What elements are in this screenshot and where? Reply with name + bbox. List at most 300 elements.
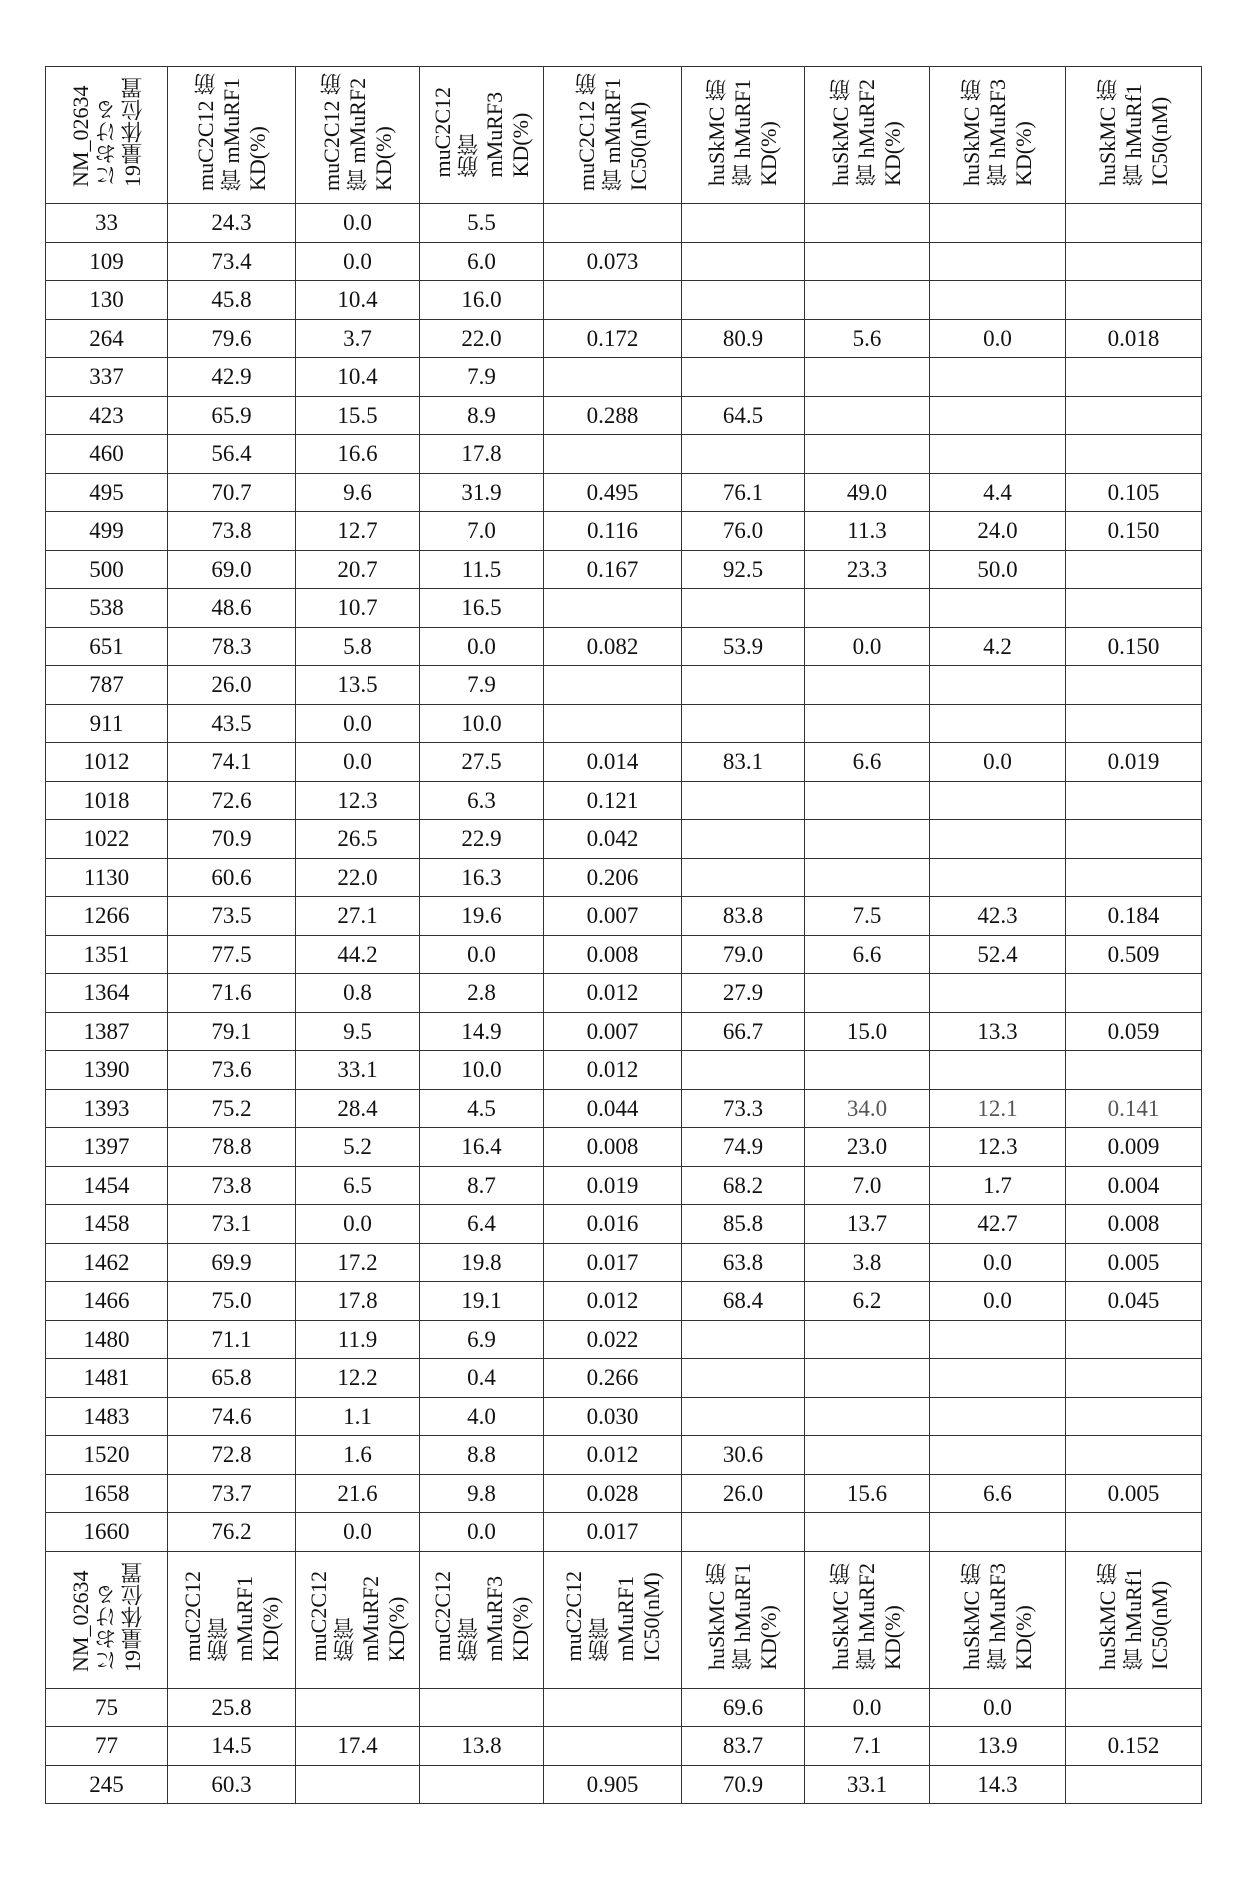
value-cell: 7.1 bbox=[805, 1727, 930, 1766]
value-cell: 0.905 bbox=[544, 1765, 682, 1804]
value-cell: 0.012 bbox=[544, 1051, 682, 1090]
value-cell: 0.152 bbox=[1066, 1727, 1202, 1766]
value-cell: 27.5 bbox=[420, 743, 544, 782]
value-cell: 0.059 bbox=[1066, 1012, 1202, 1051]
value-cell: 13.9 bbox=[930, 1727, 1066, 1766]
value-cell: 0.509 bbox=[1066, 935, 1202, 974]
value-cell: 24.3 bbox=[168, 204, 296, 243]
position-cell: 1466 bbox=[46, 1282, 168, 1321]
value-cell bbox=[1066, 358, 1202, 397]
value-cell: 73.3 bbox=[682, 1089, 805, 1128]
position-cell: 33 bbox=[46, 204, 168, 243]
value-cell: 42.7 bbox=[930, 1205, 1066, 1244]
value-cell: 76.1 bbox=[682, 473, 805, 512]
value-cell: 73.4 bbox=[168, 242, 296, 281]
value-cell bbox=[1066, 974, 1202, 1013]
value-cell bbox=[930, 1051, 1066, 1090]
column-header-label: muC2C12 筋管 mMuRF2 KD(%) bbox=[306, 1571, 410, 1661]
header-row bbox=[46, 67, 1202, 204]
value-cell: 73.1 bbox=[168, 1205, 296, 1244]
value-cell: 6.2 bbox=[805, 1282, 930, 1321]
value-cell: 52.4 bbox=[930, 935, 1066, 974]
value-cell bbox=[544, 358, 682, 397]
position-cell: 1351 bbox=[46, 935, 168, 974]
value-cell bbox=[420, 1765, 544, 1804]
column-header bbox=[296, 1551, 420, 1688]
value-cell: 15.0 bbox=[805, 1012, 930, 1051]
value-cell: 0.0 bbox=[930, 1243, 1066, 1282]
value-cell: 60.3 bbox=[168, 1765, 296, 1804]
value-cell: 20.7 bbox=[296, 550, 420, 589]
column-header-label: muC2C12 筋管 mMuRF1 KD(%) bbox=[180, 1571, 284, 1661]
value-cell: 0.004 bbox=[1066, 1166, 1202, 1205]
value-cell: 5.2 bbox=[296, 1128, 420, 1167]
value-cell: 6.5 bbox=[296, 1166, 420, 1205]
value-cell bbox=[930, 358, 1066, 397]
value-cell: 83.1 bbox=[682, 743, 805, 782]
value-cell: 0.082 bbox=[544, 627, 682, 666]
value-cell: 50.0 bbox=[930, 550, 1066, 589]
position-cell: 499 bbox=[46, 512, 168, 551]
value-cell: 0.0 bbox=[296, 1513, 420, 1552]
column-header bbox=[46, 67, 168, 204]
value-cell: 73.8 bbox=[168, 512, 296, 551]
value-cell: 70.7 bbox=[168, 473, 296, 512]
value-cell: 0.4 bbox=[420, 1359, 544, 1398]
position-cell: 651 bbox=[46, 627, 168, 666]
column-header bbox=[46, 1551, 168, 1688]
table-row bbox=[46, 1089, 1202, 1128]
column-header bbox=[168, 1551, 296, 1688]
value-cell bbox=[682, 242, 805, 281]
table-row bbox=[46, 627, 1202, 666]
position-cell: 1454 bbox=[46, 1166, 168, 1205]
value-cell bbox=[805, 704, 930, 743]
value-cell: 0.0 bbox=[930, 743, 1066, 782]
value-cell: 0.288 bbox=[544, 396, 682, 435]
value-cell: 0.016 bbox=[544, 1205, 682, 1244]
value-cell: 0.8 bbox=[296, 974, 420, 1013]
position-cell: 1658 bbox=[46, 1474, 168, 1513]
value-cell: 16.4 bbox=[420, 1128, 544, 1167]
value-cell bbox=[805, 820, 930, 859]
value-cell: 13.8 bbox=[420, 1727, 544, 1766]
position-cell: 1397 bbox=[46, 1128, 168, 1167]
position-cell: 1012 bbox=[46, 743, 168, 782]
position-cell: 1364 bbox=[46, 974, 168, 1013]
column-header bbox=[296, 67, 420, 204]
column-header-label: muC2C12 筋 管 mMuRF1 IC50(nM) bbox=[574, 73, 652, 191]
value-cell: 0.007 bbox=[544, 1012, 682, 1051]
value-cell: 7.0 bbox=[805, 1166, 930, 1205]
value-cell: 0.045 bbox=[1066, 1282, 1202, 1321]
value-cell: 31.9 bbox=[420, 473, 544, 512]
value-cell: 1.6 bbox=[296, 1436, 420, 1475]
value-cell bbox=[544, 589, 682, 628]
value-cell: 10.4 bbox=[296, 281, 420, 320]
position-cell: 1266 bbox=[46, 897, 168, 936]
value-cell: 44.2 bbox=[296, 935, 420, 974]
table-row bbox=[46, 319, 1202, 358]
value-cell bbox=[682, 858, 805, 897]
value-cell: 8.7 bbox=[420, 1166, 544, 1205]
value-cell: 12.2 bbox=[296, 1359, 420, 1398]
value-cell bbox=[544, 204, 682, 243]
value-cell: 0.042 bbox=[544, 820, 682, 859]
value-cell bbox=[682, 1320, 805, 1359]
value-cell: 0.0 bbox=[930, 1688, 1066, 1727]
table-row bbox=[46, 589, 1202, 628]
value-cell bbox=[420, 1688, 544, 1727]
value-cell: 6.0 bbox=[420, 242, 544, 281]
value-cell bbox=[1066, 781, 1202, 820]
position-cell: 1018 bbox=[46, 781, 168, 820]
value-cell: 73.8 bbox=[168, 1166, 296, 1205]
position-cell: 264 bbox=[46, 319, 168, 358]
column-header bbox=[805, 1551, 930, 1688]
value-cell: 83.8 bbox=[682, 897, 805, 936]
value-cell: 0.0 bbox=[296, 204, 420, 243]
position-cell: 1481 bbox=[46, 1359, 168, 1398]
table-row bbox=[46, 666, 1202, 705]
table-row bbox=[46, 1727, 1202, 1766]
value-cell: 22.0 bbox=[420, 319, 544, 358]
value-cell: 42.3 bbox=[930, 897, 1066, 936]
value-cell bbox=[1066, 1688, 1202, 1727]
position-cell: 911 bbox=[46, 704, 168, 743]
value-cell: 0.150 bbox=[1066, 512, 1202, 551]
value-cell: 26.0 bbox=[168, 666, 296, 705]
table-row bbox=[46, 435, 1202, 474]
table-row bbox=[46, 935, 1202, 974]
position-cell: 1390 bbox=[46, 1051, 168, 1090]
value-cell: 77.5 bbox=[168, 935, 296, 974]
value-cell: 0.0 bbox=[420, 935, 544, 974]
table-row bbox=[46, 1243, 1202, 1282]
value-cell: 6.9 bbox=[420, 1320, 544, 1359]
value-cell: 0.266 bbox=[544, 1359, 682, 1398]
position-cell: 423 bbox=[46, 396, 168, 435]
table-row bbox=[46, 1765, 1202, 1804]
value-cell: 74.9 bbox=[682, 1128, 805, 1167]
table-row bbox=[46, 820, 1202, 859]
value-cell bbox=[682, 1397, 805, 1436]
header-row bbox=[46, 1551, 1202, 1688]
value-cell bbox=[1066, 435, 1202, 474]
value-cell bbox=[1066, 1765, 1202, 1804]
value-cell: 79.6 bbox=[168, 319, 296, 358]
position-cell: 1393 bbox=[46, 1089, 168, 1128]
value-cell: 10.0 bbox=[420, 704, 544, 743]
value-cell bbox=[930, 1359, 1066, 1398]
column-header bbox=[805, 67, 930, 204]
value-cell: 0.0 bbox=[805, 1688, 930, 1727]
value-cell: 26.0 bbox=[682, 1474, 805, 1513]
value-cell bbox=[1066, 820, 1202, 859]
value-cell bbox=[1066, 666, 1202, 705]
value-cell: 56.4 bbox=[168, 435, 296, 474]
value-cell bbox=[544, 666, 682, 705]
value-cell bbox=[930, 396, 1066, 435]
value-cell: 72.8 bbox=[168, 1436, 296, 1475]
value-cell: 80.9 bbox=[682, 319, 805, 358]
value-cell: 0.019 bbox=[1066, 743, 1202, 782]
table-row bbox=[46, 897, 1202, 936]
position-cell: 75 bbox=[46, 1688, 168, 1727]
value-cell bbox=[930, 589, 1066, 628]
value-cell: 7.9 bbox=[420, 666, 544, 705]
value-cell: 8.9 bbox=[420, 396, 544, 435]
table-row bbox=[46, 1128, 1202, 1167]
value-cell: 68.2 bbox=[682, 1166, 805, 1205]
table-row bbox=[46, 704, 1202, 743]
value-cell: 70.9 bbox=[682, 1765, 805, 1804]
position-cell: 1387 bbox=[46, 1012, 168, 1051]
column-header-label: NM_02634 における 19量体位置 bbox=[68, 1562, 146, 1672]
value-cell: 19.6 bbox=[420, 897, 544, 936]
data-table bbox=[45, 66, 1202, 1804]
position-cell: 500 bbox=[46, 550, 168, 589]
value-cell bbox=[1066, 1051, 1202, 1090]
value-cell: 43.5 bbox=[168, 704, 296, 743]
value-cell bbox=[544, 1727, 682, 1766]
value-cell: 11.9 bbox=[296, 1320, 420, 1359]
value-cell: 27.9 bbox=[682, 974, 805, 1013]
value-cell: 30.6 bbox=[682, 1436, 805, 1475]
value-cell: 72.6 bbox=[168, 781, 296, 820]
table-row bbox=[46, 1166, 1202, 1205]
value-cell: 42.9 bbox=[168, 358, 296, 397]
value-cell bbox=[805, 435, 930, 474]
position-cell: 1483 bbox=[46, 1397, 168, 1436]
table-row bbox=[46, 512, 1202, 551]
value-cell: 0.012 bbox=[544, 1436, 682, 1475]
value-cell bbox=[1066, 281, 1202, 320]
value-cell bbox=[682, 1051, 805, 1090]
value-cell: 21.6 bbox=[296, 1474, 420, 1513]
value-cell bbox=[930, 1436, 1066, 1475]
value-cell bbox=[1066, 704, 1202, 743]
value-cell bbox=[1066, 204, 1202, 243]
value-cell: 25.8 bbox=[168, 1688, 296, 1727]
value-cell: 4.2 bbox=[930, 627, 1066, 666]
column-header bbox=[420, 1551, 544, 1688]
column-header-label: huSkMC 筋 管 hMuRf1 IC50(nM) bbox=[1095, 79, 1173, 186]
value-cell: 23.3 bbox=[805, 550, 930, 589]
value-cell bbox=[930, 858, 1066, 897]
value-cell bbox=[930, 1513, 1066, 1552]
value-cell bbox=[544, 435, 682, 474]
column-header-label: huSkMC 筋 管 hMuRF1 KD(%) bbox=[704, 79, 782, 186]
value-cell: 10.0 bbox=[420, 1051, 544, 1090]
value-cell bbox=[682, 281, 805, 320]
position-cell: 1462 bbox=[46, 1243, 168, 1282]
value-cell: 1.7 bbox=[930, 1166, 1066, 1205]
value-cell: 22.9 bbox=[420, 820, 544, 859]
value-cell bbox=[805, 1397, 930, 1436]
value-cell: 74.1 bbox=[168, 743, 296, 782]
value-cell: 64.5 bbox=[682, 396, 805, 435]
value-cell bbox=[805, 1436, 930, 1475]
value-cell: 73.7 bbox=[168, 1474, 296, 1513]
value-cell bbox=[930, 781, 1066, 820]
value-cell: 5.6 bbox=[805, 319, 930, 358]
column-header bbox=[1066, 1551, 1202, 1688]
table-row bbox=[46, 858, 1202, 897]
value-cell bbox=[805, 1359, 930, 1398]
value-cell: 74.6 bbox=[168, 1397, 296, 1436]
value-cell: 0.206 bbox=[544, 858, 682, 897]
value-cell bbox=[805, 204, 930, 243]
position-cell: 337 bbox=[46, 358, 168, 397]
value-cell: 17.4 bbox=[296, 1727, 420, 1766]
value-cell: 13.3 bbox=[930, 1012, 1066, 1051]
value-cell bbox=[805, 396, 930, 435]
table-row bbox=[46, 743, 1202, 782]
value-cell: 12.3 bbox=[930, 1128, 1066, 1167]
value-cell: 16.0 bbox=[420, 281, 544, 320]
value-cell: 0.0 bbox=[420, 627, 544, 666]
value-cell: 73.6 bbox=[168, 1051, 296, 1090]
value-cell: 63.8 bbox=[682, 1243, 805, 1282]
value-cell: 0.172 bbox=[544, 319, 682, 358]
value-cell: 0.116 bbox=[544, 512, 682, 551]
value-cell: 0.009 bbox=[1066, 1128, 1202, 1167]
value-cell: 12.1 bbox=[930, 1089, 1066, 1128]
column-header bbox=[544, 67, 682, 204]
value-cell bbox=[805, 1051, 930, 1090]
value-cell: 5.8 bbox=[296, 627, 420, 666]
column-header-label: huSkMC 筋 管 hMuRF2 KD(%) bbox=[828, 79, 906, 186]
value-cell: 71.6 bbox=[168, 974, 296, 1013]
position-cell: 77 bbox=[46, 1727, 168, 1766]
value-cell: 8.8 bbox=[420, 1436, 544, 1475]
position-cell: 1458 bbox=[46, 1205, 168, 1244]
column-header bbox=[930, 67, 1066, 204]
value-cell: 26.5 bbox=[296, 820, 420, 859]
column-header-label: huSkMC 筋 管 hMuRF1 KD(%) bbox=[704, 1563, 782, 1670]
value-cell: 68.4 bbox=[682, 1282, 805, 1321]
value-cell: 0.167 bbox=[544, 550, 682, 589]
value-cell bbox=[1066, 1320, 1202, 1359]
value-cell: 33.1 bbox=[296, 1051, 420, 1090]
value-cell: 0.105 bbox=[1066, 473, 1202, 512]
value-cell: 33.1 bbox=[805, 1765, 930, 1804]
value-cell: 0.018 bbox=[1066, 319, 1202, 358]
value-cell: 17.2 bbox=[296, 1243, 420, 1282]
value-cell: 15.5 bbox=[296, 396, 420, 435]
value-cell: 0.007 bbox=[544, 897, 682, 936]
position-cell: 495 bbox=[46, 473, 168, 512]
value-cell: 0.028 bbox=[544, 1474, 682, 1513]
value-cell: 10.7 bbox=[296, 589, 420, 628]
value-cell bbox=[805, 281, 930, 320]
position-cell: 460 bbox=[46, 435, 168, 474]
table-row bbox=[46, 204, 1202, 243]
value-cell: 14.5 bbox=[168, 1727, 296, 1766]
value-cell: 0.0 bbox=[296, 1205, 420, 1244]
value-cell: 0.005 bbox=[1066, 1474, 1202, 1513]
value-cell: 3.7 bbox=[296, 319, 420, 358]
table-row bbox=[46, 1320, 1202, 1359]
column-header bbox=[930, 1551, 1066, 1688]
column-header bbox=[420, 67, 544, 204]
value-cell: 23.0 bbox=[805, 1128, 930, 1167]
table-row bbox=[46, 1688, 1202, 1727]
value-cell: 0.012 bbox=[544, 1282, 682, 1321]
column-header bbox=[544, 1551, 682, 1688]
value-cell: 19.1 bbox=[420, 1282, 544, 1321]
value-cell: 14.3 bbox=[930, 1765, 1066, 1804]
value-cell bbox=[544, 1688, 682, 1727]
position-cell: 787 bbox=[46, 666, 168, 705]
value-cell: 69.9 bbox=[168, 1243, 296, 1282]
value-cell: 70.9 bbox=[168, 820, 296, 859]
value-cell: 0.150 bbox=[1066, 627, 1202, 666]
value-cell: 76.0 bbox=[682, 512, 805, 551]
column-header bbox=[682, 1551, 805, 1688]
value-cell bbox=[805, 666, 930, 705]
value-cell bbox=[544, 704, 682, 743]
value-cell bbox=[682, 204, 805, 243]
value-cell: 0.017 bbox=[544, 1243, 682, 1282]
value-cell: 45.8 bbox=[168, 281, 296, 320]
value-cell: 78.3 bbox=[168, 627, 296, 666]
value-cell: 6.6 bbox=[930, 1474, 1066, 1513]
column-header-label: muC2C12 筋 管 mMuRF2 KD(%) bbox=[319, 73, 397, 191]
table-row bbox=[46, 1397, 1202, 1436]
value-cell bbox=[1066, 1436, 1202, 1475]
table-row bbox=[46, 550, 1202, 589]
value-cell: 83.7 bbox=[682, 1727, 805, 1766]
column-header-label: muC2C12 筋管 mMuRF3 KD(%) bbox=[430, 1571, 534, 1661]
value-cell: 0.014 bbox=[544, 743, 682, 782]
value-cell: 6.3 bbox=[420, 781, 544, 820]
value-cell bbox=[930, 666, 1066, 705]
value-cell bbox=[1066, 1397, 1202, 1436]
value-cell: 0.495 bbox=[544, 473, 682, 512]
value-cell bbox=[1066, 858, 1202, 897]
value-cell: 60.6 bbox=[168, 858, 296, 897]
table-row bbox=[46, 358, 1202, 397]
value-cell: 4.5 bbox=[420, 1089, 544, 1128]
value-cell: 16.3 bbox=[420, 858, 544, 897]
value-cell: 4.0 bbox=[420, 1397, 544, 1436]
value-cell: 27.1 bbox=[296, 897, 420, 936]
value-cell bbox=[296, 1765, 420, 1804]
value-cell bbox=[682, 358, 805, 397]
value-cell: 0.0 bbox=[296, 704, 420, 743]
position-cell: 1022 bbox=[46, 820, 168, 859]
value-cell: 0.0 bbox=[420, 1513, 544, 1552]
table-row bbox=[46, 1474, 1202, 1513]
column-header-label: muC2C12 筋 管 mMuRF1 KD(%) bbox=[193, 73, 271, 191]
column-header bbox=[682, 67, 805, 204]
table-row bbox=[46, 1359, 1202, 1398]
position-cell: 1130 bbox=[46, 858, 168, 897]
value-cell bbox=[930, 1397, 1066, 1436]
value-cell: 0.0 bbox=[296, 743, 420, 782]
value-cell: 15.6 bbox=[805, 1474, 930, 1513]
value-cell: 9.8 bbox=[420, 1474, 544, 1513]
table-row bbox=[46, 1436, 1202, 1475]
value-cell: 92.5 bbox=[682, 550, 805, 589]
value-cell: 0.044 bbox=[544, 1089, 682, 1128]
value-cell bbox=[930, 242, 1066, 281]
value-cell bbox=[682, 1359, 805, 1398]
table-row bbox=[46, 281, 1202, 320]
value-cell: 7.0 bbox=[420, 512, 544, 551]
